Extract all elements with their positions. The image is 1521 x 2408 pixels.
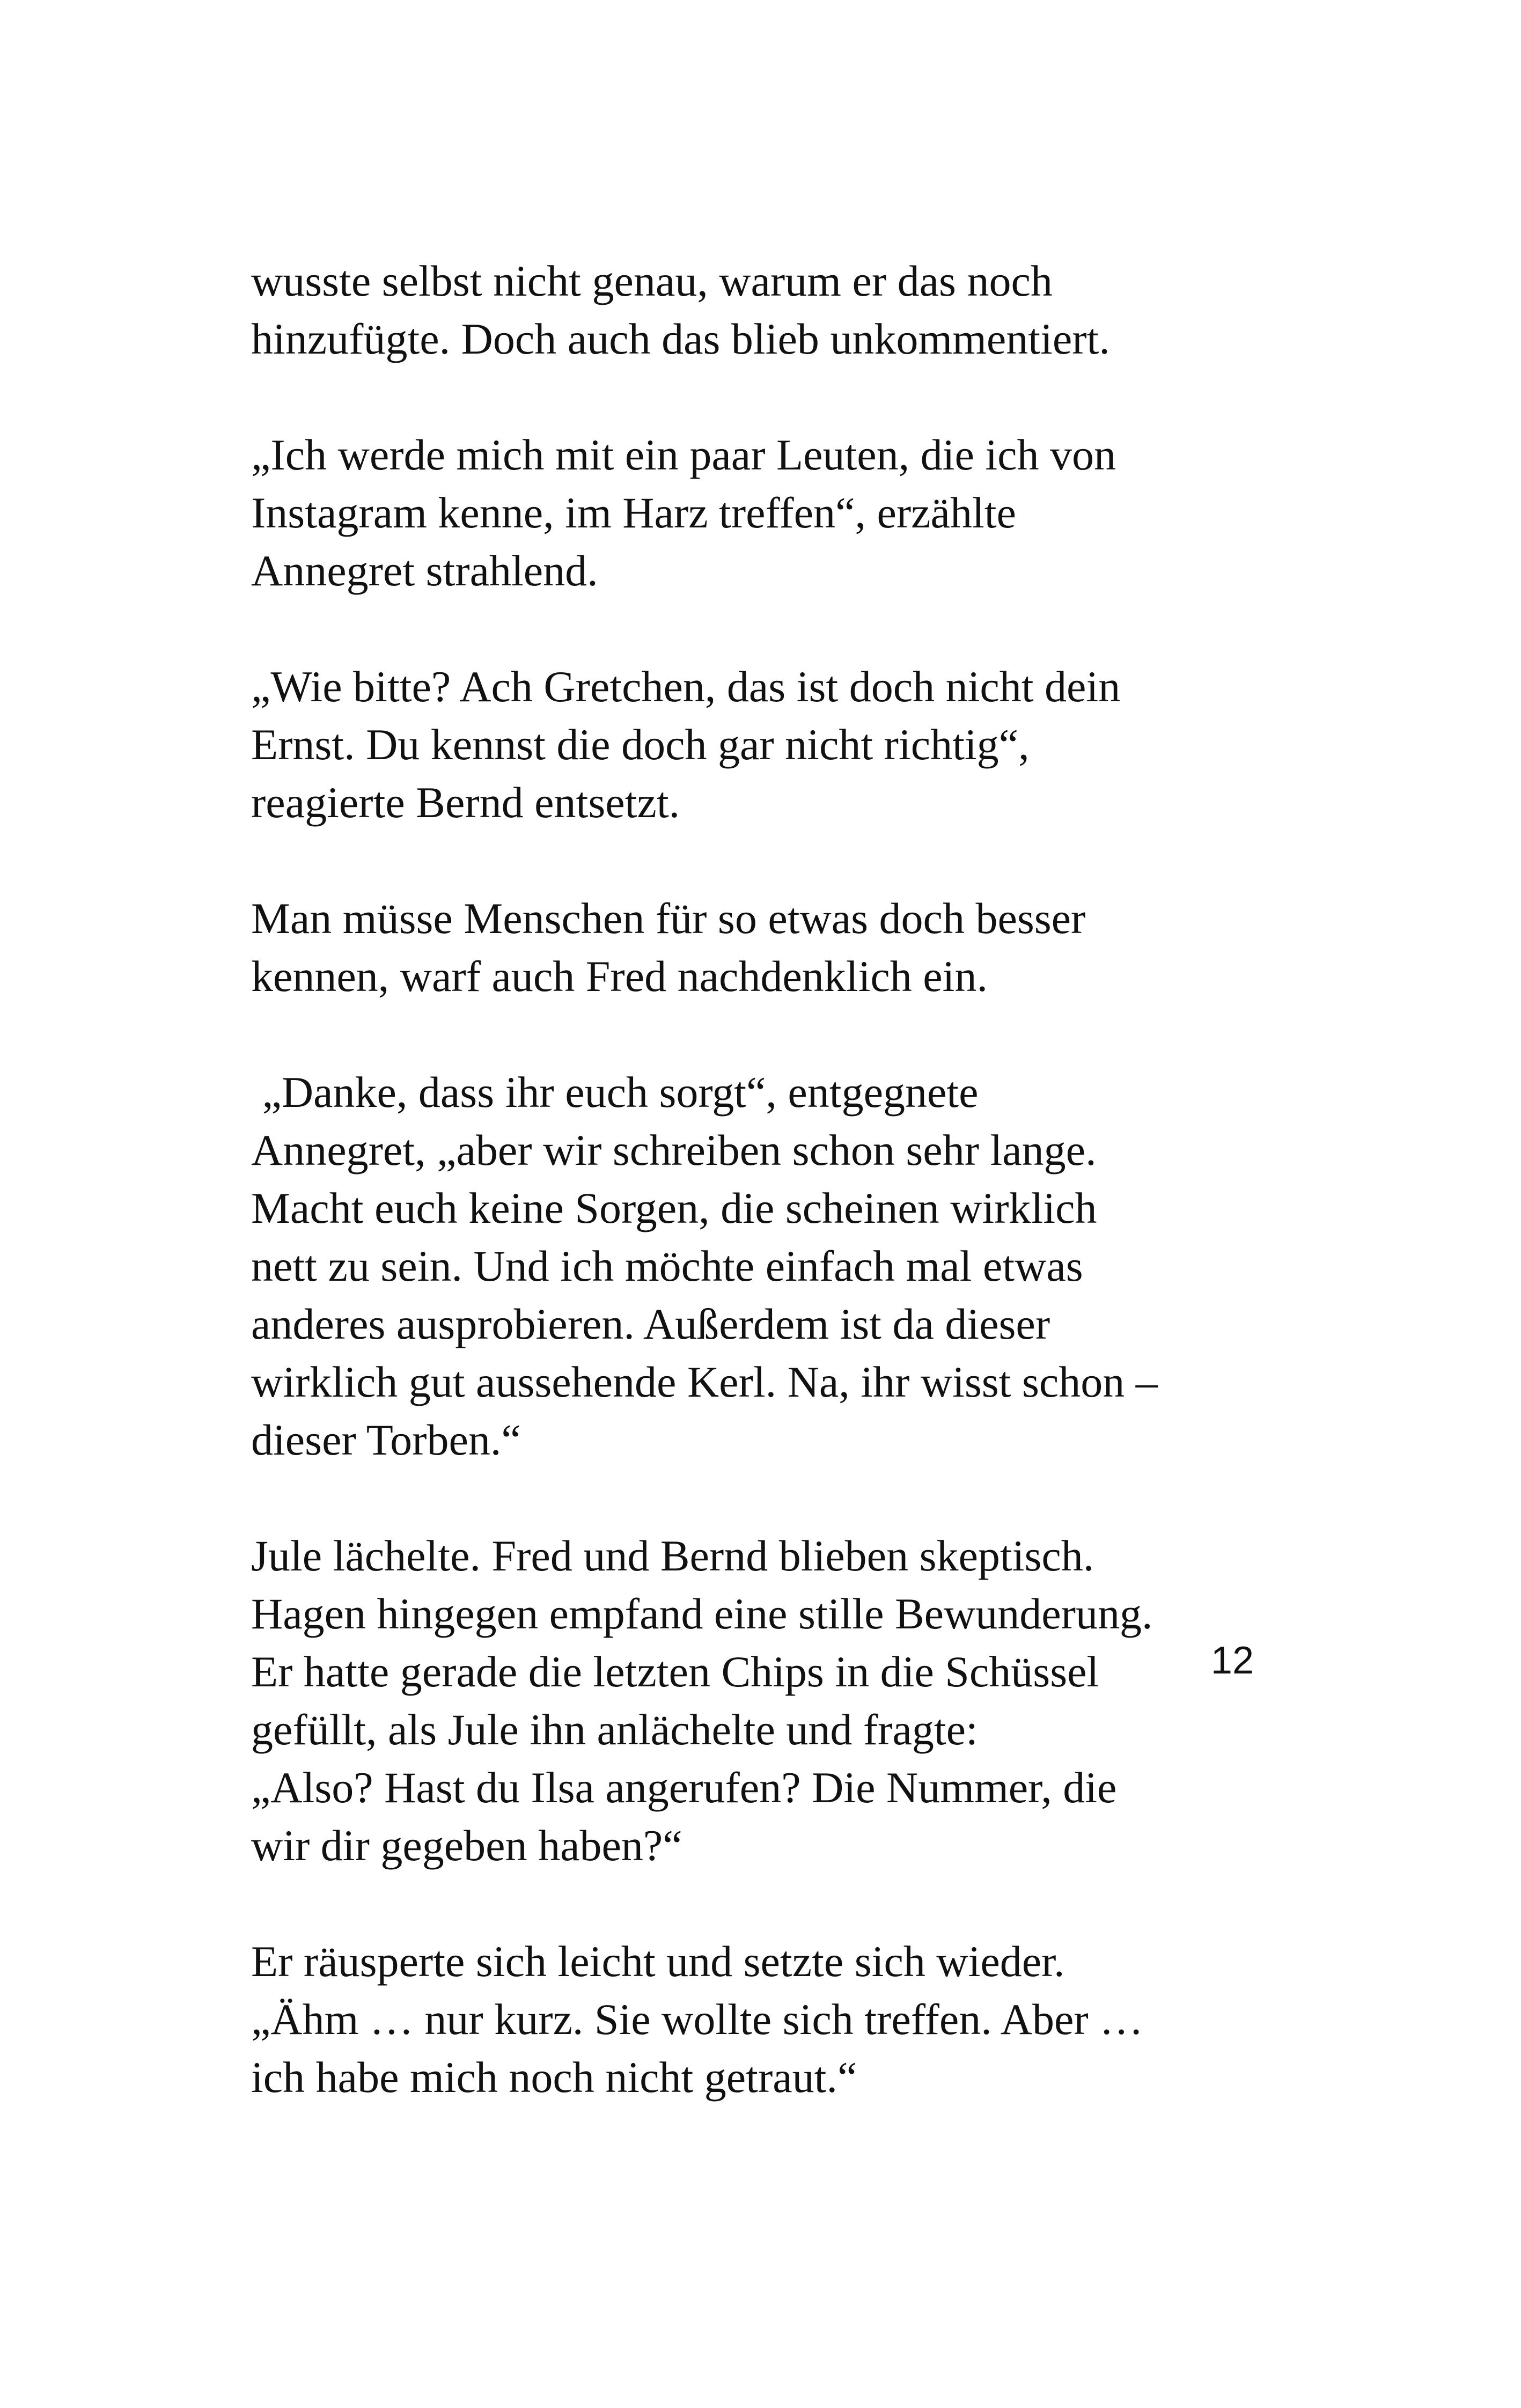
text-line: „Ich werde mich mit ein paar Leuten, die ich von — [251, 430, 1116, 479]
text-line: Er hatte gerade die letzten Chips in die Schüssel — [251, 1647, 1099, 1696]
text-line: ich habe mich noch nicht getraut.“ — [251, 2053, 857, 2102]
text-line: nett zu sein. Und ich möchte einfach mal etwas — [251, 1242, 1083, 1290]
paragraph — [251, 1063, 1292, 1469]
text-line: Jule lächelte. Fred und Bernd blieben skeptisch. — [251, 1531, 1094, 1580]
text-line: hinzufügte. Doch auch das blieb unkommentiert. — [251, 314, 1110, 363]
text-line: Er räusperte sich leicht und setzte sich wieder. — [251, 1937, 1065, 1986]
text-line: dieser Torben.“ — [251, 1415, 521, 1464]
paragraph — [251, 1527, 1292, 1875]
text-line: wir dir gegeben haben?“ — [251, 1821, 682, 1870]
text-line: „Also? Hast du Ilsa angerufen? Die Nummer, die — [251, 1763, 1117, 1812]
text-line: Annegret, „aber wir schreiben schon sehr lange. — [251, 1126, 1097, 1174]
text-line: Macht euch keine Sorgen, die scheinen wirklich — [251, 1184, 1097, 1232]
text-line: Ernst. Du kennst die doch gar nicht richtig“, — [251, 720, 1030, 769]
text-line: Man müsse Menschen für so etwas doch besser — [251, 894, 1086, 943]
paragraph — [251, 1933, 1292, 2106]
text-line: reagierte Bernd entsetzt. — [251, 778, 680, 827]
text-line: kennen, warf auch Fred nachdenklich ein. — [251, 952, 988, 1001]
body-text — [251, 252, 1292, 2106]
paragraph — [251, 658, 1292, 832]
text-line: anderes ausprobieren. Außerdem ist da dieser — [251, 1300, 1050, 1348]
text-line: „Ähm … nur kurz. Sie wollte sich treffen. Aber … — [251, 1995, 1144, 2044]
text-line: wirklich gut aussehende Kerl. Na, ihr wisst schon – — [251, 1357, 1158, 1406]
text-line: „Wie bitte? Ach Gretchen, das ist doch nicht dein — [251, 662, 1121, 711]
text-line: Instagram kenne, im Harz treffen“, erzählte — [251, 488, 1016, 537]
text-line: „Danke, dass ihr euch sorgt“, entgegnete — [251, 1068, 979, 1117]
text-line: Annegret strahlend. — [251, 546, 598, 595]
text-line: gefüllt, als Jule ihn anlächelte und fragte: — [251, 1705, 978, 1754]
paragraph — [251, 426, 1292, 600]
paragraph — [251, 890, 1292, 1005]
text-line: Hagen hingegen empfand eine stille Bewunderung. — [251, 1589, 1153, 1638]
page-number: 12 — [1210, 1639, 1254, 1682]
paragraph — [251, 252, 1292, 368]
text-line: wusste selbst nicht genau, warum er das noch — [251, 256, 1053, 305]
